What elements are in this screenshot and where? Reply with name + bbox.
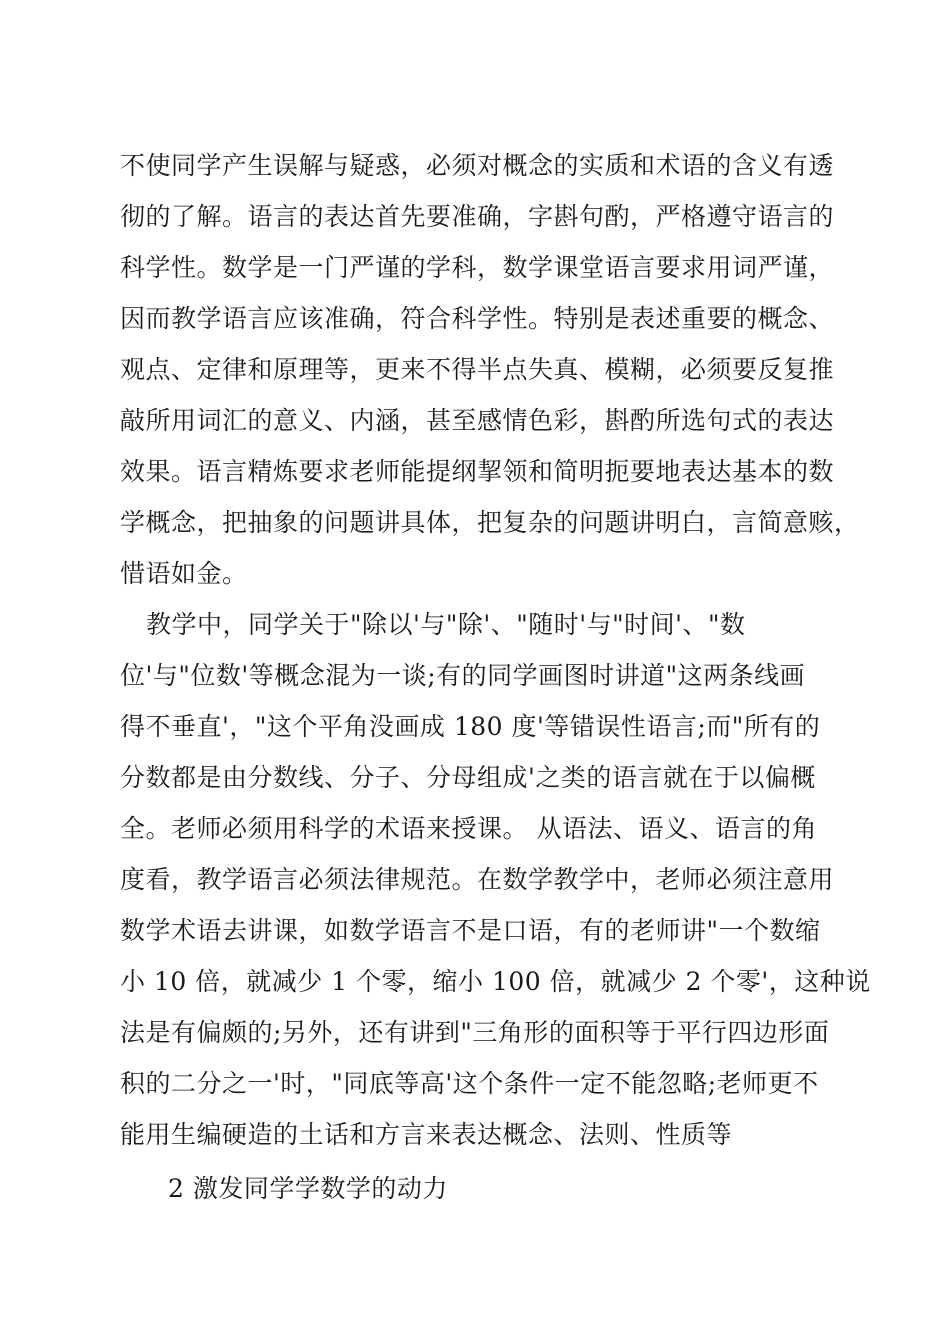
text-line: 小 10 倍，就减少 1 个零，缩小 100 倍，就减少 2 个零'，这种说 (120, 967, 871, 996)
text-line: 得不垂直'，"这个平角没画成 180 度'等错误性语言;而"所有的 (120, 712, 821, 741)
text-line: 效果。语言精炼要求老师能提纲挈领和简明扼要地表达基本的数 (120, 457, 835, 486)
text-line: 全。老师必须用科学的术语来授课。 从语法、语义、语言的角 (120, 814, 817, 843)
text-line: 法是有偏颇的;另外，还有讲到"三角形的面积等于平行四边形面 (120, 1018, 830, 1047)
text-line: 积的二分之一'时，"同底等高'这个条件一定不能忽略;老师更不 (120, 1069, 819, 1098)
text-line: 学概念，把抽象的问题讲具体，把复杂的问题讲明白，言简意赅， (120, 508, 860, 537)
text-line: 敲所用词汇的意义、内涵，甚至感情色彩，斟酌所选句式的表达 (120, 406, 835, 435)
text-line: 因而教学语言应该准确，符合科学性。特别是表述重要的概念、 (120, 304, 835, 333)
text-line: 教学中，同学关于"除以'与"除'、"随时'与"时间'、"数 (146, 610, 746, 639)
text-line: 数学术语去讲课，如数学语言不是口语，有的老师讲"一个数缩 (120, 916, 821, 945)
text-line: 位'与"位数'等概念混为一谈;有的同学画图时讲道"这两条线画 (120, 661, 806, 690)
text-line: 科学性。数学是一门严谨的学科，数学课堂语言要求用词严谨， (120, 253, 835, 282)
text-line: 彻的了解。语言的表达首先要准确，字斟句酌，严格遵守语言的 (120, 202, 835, 231)
text-line: 度看，教学语言必须法律规范。在数学教学中，老师必须注意用 (120, 865, 835, 894)
text-line: 惜语如金。 (120, 559, 248, 588)
text-line: 观点、定律和原理等，更来不得半点失真、模糊，必须要反复推 (120, 355, 835, 384)
text-line: 不使同学产生误解与疑惑，必须对概念的实质和术语的含义有透 (120, 151, 835, 180)
text-line: 分数都是由分数线、分子、分母组成'之类的语言就在于以偏概 (120, 763, 816, 792)
text-line: 能用生编硬造的土话和方言来表达概念、法则、性质等 (120, 1120, 733, 1149)
section-heading: 2 激发同学学数学的动力 (168, 1174, 448, 1203)
